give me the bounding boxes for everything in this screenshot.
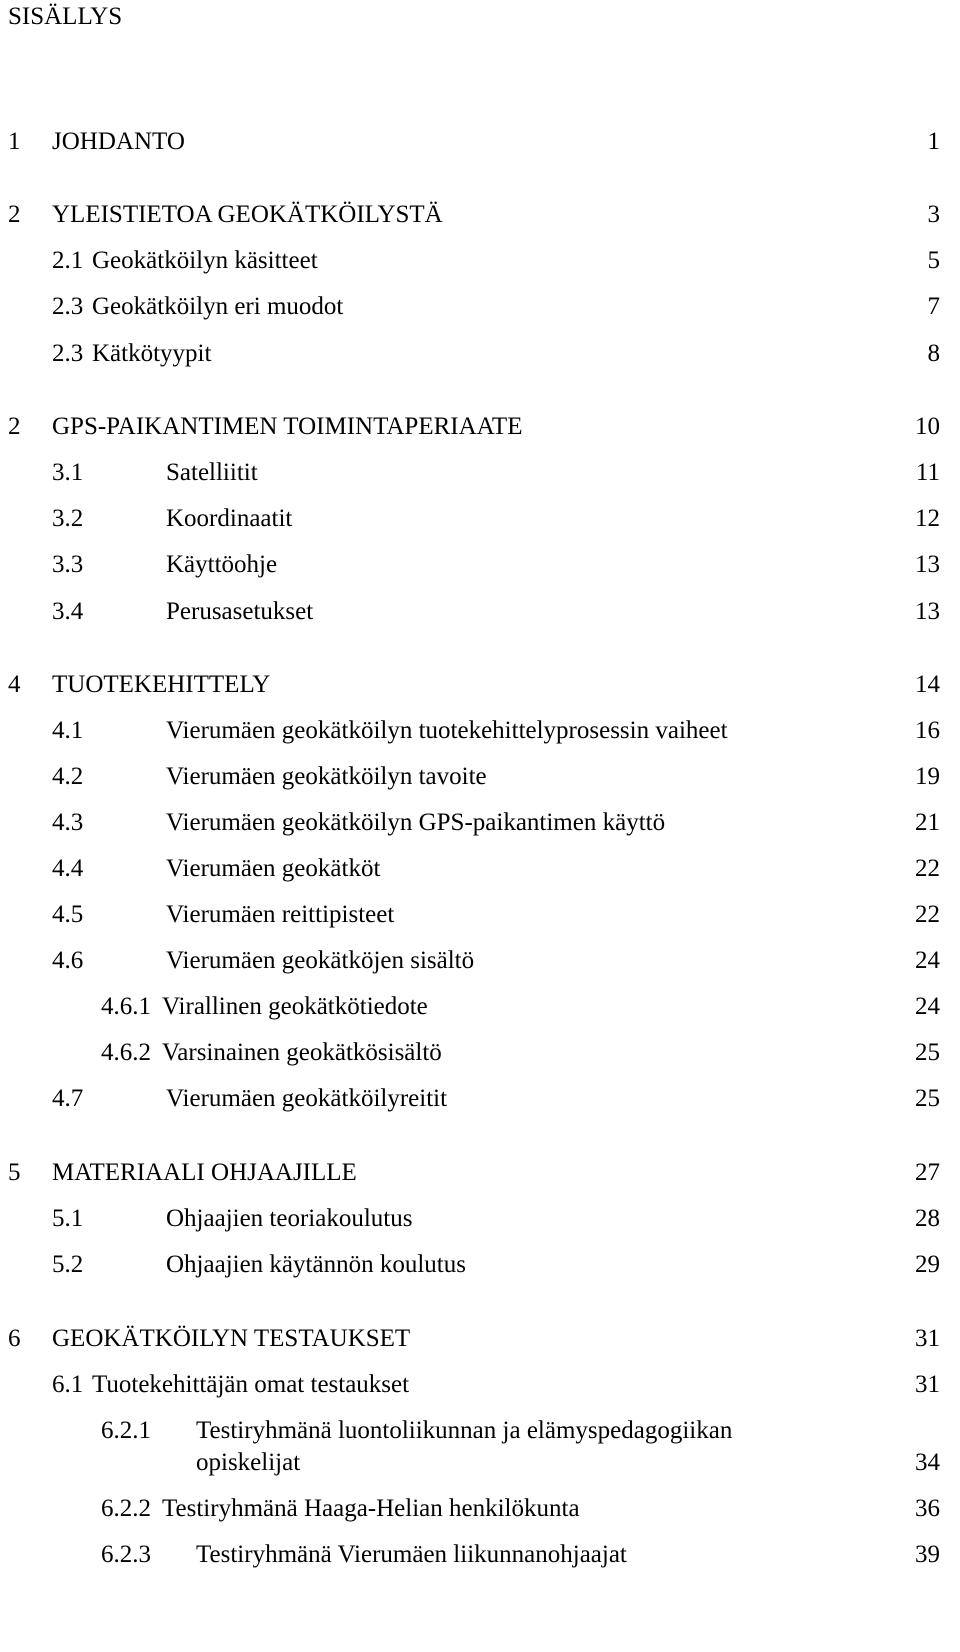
toc-entry-page: 29 — [915, 1251, 940, 1278]
toc-entry-number: 4.6.1 — [101, 993, 151, 1020]
toc-entry-title: Ohjaajien käytännön koulutus — [166, 1251, 466, 1278]
toc-entry — [0, 944, 960, 978]
toc-entry-number: 2 — [8, 413, 21, 440]
toc-entry — [0, 290, 960, 324]
toc-entry-page: 27 — [915, 1159, 940, 1186]
toc-entry-number: 3.1 — [52, 459, 84, 486]
toc-entry-title: Geokätköilyn eri muodot — [92, 293, 344, 320]
toc-entry-number: 4.1 — [52, 717, 84, 744]
toc-entry-title: Vierumäen geokätköilyn GPS-paikantimen käyttö — [166, 809, 666, 836]
toc-entry-page: 39 — [915, 1541, 940, 1568]
toc-entry-title: Vierumäen reittipisteet — [166, 901, 395, 928]
toc-entry-page: 36 — [915, 1495, 940, 1522]
toc-entry — [0, 1322, 960, 1356]
toc-entry-number: 2.3 — [52, 293, 84, 320]
toc-entry-page: 21 — [915, 809, 940, 836]
toc-entry-page: 5 — [927, 247, 940, 274]
toc-entry — [0, 1156, 960, 1190]
toc-entry — [0, 1414, 960, 1448]
toc-entry-number: 6.2.3 — [101, 1541, 151, 1568]
toc-entry-number: 4.6.2 — [101, 1039, 151, 1066]
toc-entry-title: Vierumäen geokätköt — [166, 855, 381, 882]
toc-entry-page: 22 — [915, 855, 940, 882]
toc-entry — [0, 852, 960, 886]
toc-entry-page: 19 — [915, 763, 940, 790]
toc-entry-title: Varsinainen geokätkösisältö — [162, 1039, 442, 1066]
toc-entry — [0, 714, 960, 748]
toc-entry-title: opiskelijat — [196, 1449, 301, 1476]
toc-entry — [0, 595, 960, 629]
toc-entry-number: 2 — [8, 201, 21, 228]
toc-entry-title: Kätkötyypit — [92, 340, 212, 367]
toc-entry-page: 10 — [915, 413, 940, 440]
toc-entry-title: Vierumäen geokätköilyreitit — [166, 1085, 448, 1112]
toc-entry-number: 4.2 — [52, 763, 84, 790]
toc-entry-page: 14 — [915, 671, 940, 698]
toc-entry-title: Satelliitit — [166, 459, 258, 486]
toc-entry — [0, 456, 960, 490]
toc-entry-title: Testiryhmänä luontoliikunnan ja elämyspedagogiikan — [196, 1417, 733, 1444]
toc-entry-title: Virallinen geokätkötiedote — [162, 993, 428, 1020]
toc-entry-page: 24 — [915, 993, 940, 1020]
toc-entry-title: Käyttöohje — [166, 551, 278, 578]
toc-entry-page: 24 — [915, 947, 940, 974]
toc-entry-page: 31 — [915, 1371, 940, 1398]
toc-entry-title: Testiryhmänä Haaga-Helian henkilökunta — [162, 1495, 580, 1522]
toc-entry-number: 3.3 — [52, 551, 84, 578]
toc-entry — [0, 668, 960, 702]
toc-entry — [0, 337, 960, 371]
toc-entry — [0, 244, 960, 278]
toc-entry — [0, 198, 960, 232]
toc-entry-number: 2.3 — [52, 340, 84, 367]
toc-entry — [0, 806, 960, 840]
toc-entry-number: 1 — [8, 128, 21, 155]
toc-entry-page: 25 — [915, 1085, 940, 1112]
toc-entry-page: 22 — [915, 901, 940, 928]
toc-entry-title: JOHDANTO — [52, 128, 185, 155]
toc-entry-number: 4.5 — [52, 901, 84, 928]
toc-entry-number: 6 — [8, 1325, 21, 1352]
toc-entry-page: 16 — [915, 717, 940, 744]
toc-entry-title: YLEISTIETOA GEOKÄTKÖILYSTÄ — [52, 201, 443, 228]
toc-entry-title: Perusasetukset — [166, 598, 314, 625]
toc-entry-page: 11 — [915, 459, 940, 486]
toc-entry-page: 25 — [915, 1039, 940, 1066]
toc-entry-page: 3 — [927, 201, 940, 228]
toc-entry-number: 4.3 — [52, 809, 84, 836]
toc-entry-number: 6.1 — [52, 1371, 84, 1398]
toc-entry-number: 3.4 — [52, 598, 84, 625]
toc-entry-number: 4.7 — [52, 1085, 84, 1112]
toc-entry-page: 13 — [915, 551, 940, 578]
toc-entry-title: Vierumäen geokätköjen sisältö — [166, 947, 475, 974]
toc-heading: SISÄLLYS — [8, 3, 123, 30]
toc-entry-title: Koordinaatit — [166, 505, 293, 532]
toc-entry-page: 34 — [915, 1449, 940, 1476]
toc-entry — [0, 760, 960, 794]
toc-entry-title: TUOTEKEHITTELY — [52, 671, 271, 698]
toc-entry-number: 4.6 — [52, 947, 84, 974]
toc-entry — [0, 898, 960, 932]
toc-entry-page: 12 — [915, 505, 940, 532]
toc-entry-number: 4 — [8, 671, 21, 698]
toc-entry-title: Vierumäen geokätköilyn tavoite — [166, 763, 487, 790]
toc-entry-title: Geokätköilyn käsitteet — [92, 247, 318, 274]
toc-entry-title: MATERIAALI OHJAAJILLE — [52, 1159, 357, 1186]
toc-entry — [0, 125, 960, 159]
toc-entry-number: 6.2.1 — [101, 1417, 151, 1444]
toc-entry-number: 5 — [8, 1159, 21, 1186]
toc-entry-number: 6.2.2 — [101, 1495, 151, 1522]
toc-entry — [0, 502, 960, 536]
toc-entry-number: 5.1 — [52, 1205, 84, 1232]
toc-entry-title: Ohjaajien teoriakoulutus — [166, 1205, 413, 1232]
toc-entry — [0, 1492, 960, 1526]
toc-entry-title: Tuotekehittäjän omat testaukset — [92, 1371, 410, 1398]
toc-entry-title: GEOKÄTKÖILYN TESTAUKSET — [52, 1325, 411, 1352]
toc-entry-page: 31 — [915, 1325, 940, 1352]
toc-entry — [0, 548, 960, 582]
toc-entry-page: 28 — [915, 1205, 940, 1232]
toc-entry — [0, 990, 960, 1024]
toc-entry-page: 13 — [915, 598, 940, 625]
toc-entry-title: Vierumäen geokätköilyn tuotekehittelyprosessin vaiheet — [166, 717, 728, 744]
toc-entry-title: Testiryhmänä Vierumäen liikunnanohjaajat — [196, 1541, 627, 1568]
toc-entry-number: 3.2 — [52, 505, 84, 532]
toc-entry — [0, 1248, 960, 1282]
toc-entry-page: 1 — [927, 128, 940, 155]
toc-entry — [0, 1202, 960, 1236]
toc-entry-title: GPS-PAIKANTIMEN TOIMINTAPERIAATE — [52, 413, 523, 440]
toc-entry — [0, 1082, 960, 1116]
toc-entry — [0, 1036, 960, 1070]
toc-entry-page: 8 — [927, 340, 940, 367]
toc-entry — [0, 1538, 960, 1572]
toc-entry — [0, 410, 960, 444]
toc-entry-number: 4.4 — [52, 855, 84, 882]
toc-entry — [0, 1368, 960, 1402]
toc-entry-page: 7 — [927, 293, 940, 320]
toc-entry-number: 5.2 — [52, 1251, 84, 1278]
toc-entry — [0, 1446, 960, 1480]
toc-entry-number: 2.1 — [52, 247, 84, 274]
